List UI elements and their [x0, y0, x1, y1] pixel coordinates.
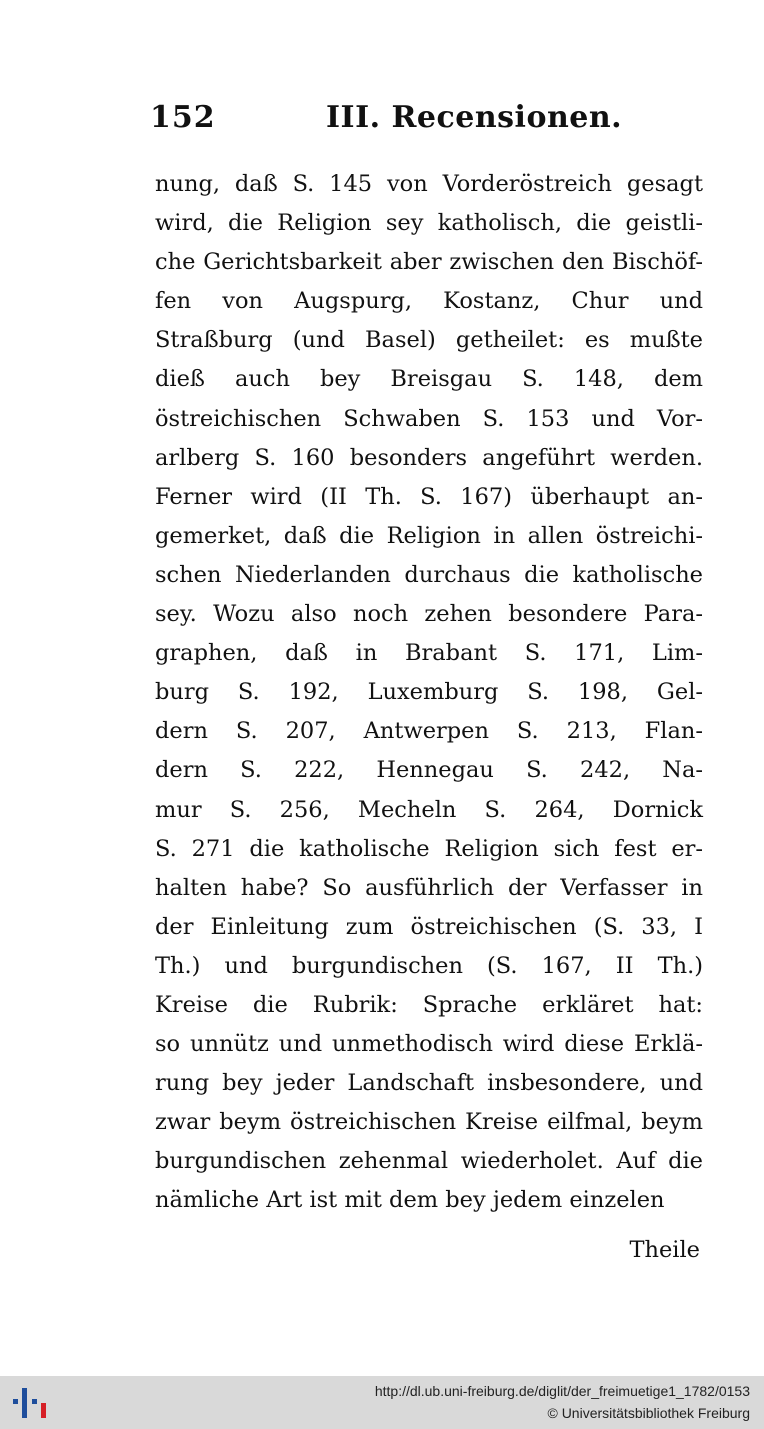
text-line: dern S. 207, Antwerpen S. 213, Flan- [155, 718, 703, 745]
viewer-footer [0, 1376, 764, 1429]
page-number: 152 [150, 100, 216, 135]
text-line: graphen, daß in Brabant S. 171, Lim- [155, 640, 703, 667]
text-line: so unnütz und unmethodisch wird diese Erklä- [155, 1031, 703, 1058]
text-line: dieß auch bey Breisgau S. 148, dem [155, 366, 703, 393]
text-line: burg S. 192, Luxemburg S. 198, Gel- [155, 679, 703, 706]
text-line: halten habe? So ausführlich der Verfasser in [155, 874, 703, 901]
text-line: S. 271 die katholische Religion sich fest er- [155, 835, 703, 862]
ub-freiburg-logo-icon [10, 1386, 50, 1420]
text-line: mur S. 256, Mecheln S. 264, Dornick [155, 796, 703, 823]
text-line: burgundischen zehenmal wiederholet. Auf die [155, 1148, 703, 1175]
text-line: dern S. 222, Hennegau S. 242, Na- [155, 757, 703, 784]
text-line: zwar beym östreichischen Kreise eilfmal, beym [155, 1109, 703, 1136]
text-line: fen von Augspurg, Kostanz, Chur und [155, 288, 703, 315]
text-line: schen Niederlanden durchaus die katholische [155, 561, 703, 588]
text-line: rung bey jeder Landschaft insbesondere, und [155, 1070, 703, 1097]
text-line: gemerket, daß die Religion in allen östreichi- [155, 522, 703, 549]
text-line: nung, daß S. 145 von Vorderöstreich gesagt [155, 171, 703, 197]
copyright-notice: © Universitätsbibliothek Freiburg [547, 1405, 750, 1421]
permalink-url[interactable]: http://dl.ub.uni-freiburg.de/diglit/der_freimuetige1_1782/0153 [374, 1383, 750, 1399]
logo-blue-square-right [32, 1399, 37, 1404]
text-line: Ferner wird (II Th. S. 167) überhaupt an- [155, 483, 703, 510]
running-head: III. Recensionen. [326, 100, 623, 135]
text-line: östreichischen Schwaben S. 153 und Vor- [155, 405, 703, 432]
text-line: wird, die Religion sey katholisch, die geistli- [155, 210, 703, 237]
page-header [150, 100, 710, 146]
text-line: Kreise die Rubrik: Sprache erkläret hat: [155, 991, 703, 1018]
text-line: Straßburg (und Basel) getheilet: es mußte [155, 327, 703, 354]
text-line: der Einleitung zum östreichischen (S. 33, I [155, 913, 703, 940]
body-text [155, 165, 703, 1221]
text-line: Th.) und burgundischen (S. 167, II Th.) [155, 952, 703, 979]
text-line: nämliche Art ist mit dem bey jedem einzelen [155, 1187, 665, 1214]
text-line: che Gerichtsbarkeit aber zwischen den Bischöf- [155, 249, 703, 276]
text-line: sey. Wozu also noch zehen besondere Para- [155, 601, 703, 628]
text-line: arlberg S. 160 besonders angeführt werden. [155, 444, 703, 471]
logo-blue-square-left [13, 1399, 18, 1404]
logo-graphic [10, 1386, 50, 1420]
catchword: Theile [629, 1237, 700, 1263]
logo-red-bar [41, 1403, 46, 1418]
logo-blue-bar-upper [22, 1388, 27, 1418]
